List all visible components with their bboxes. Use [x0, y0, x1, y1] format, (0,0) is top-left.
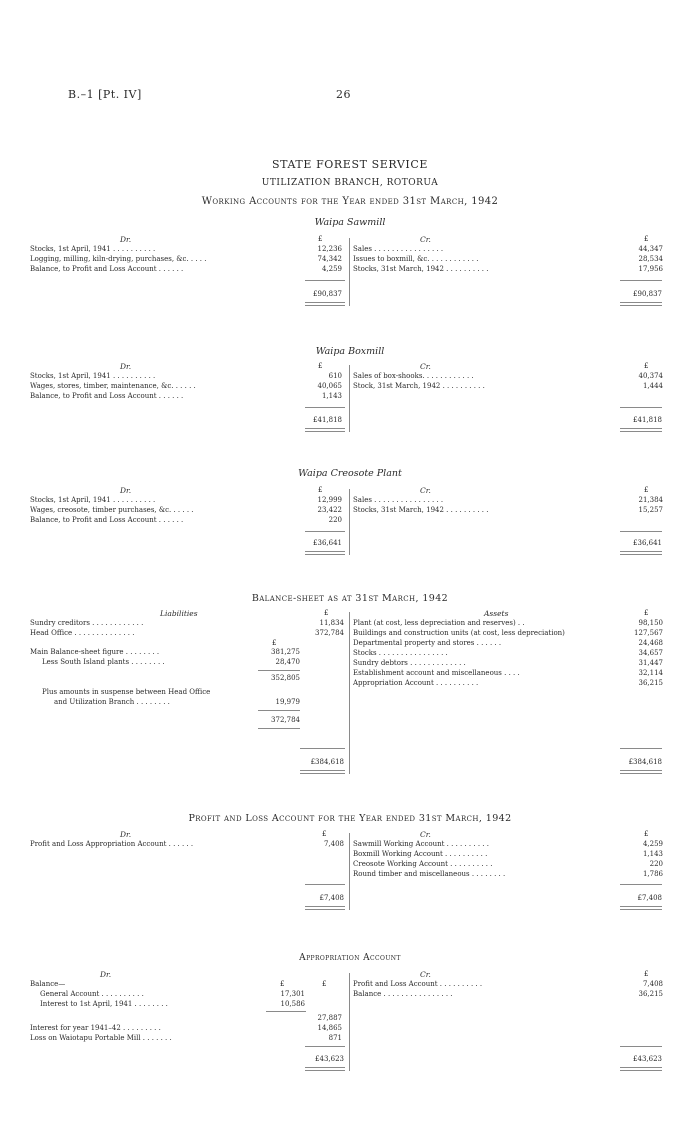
- pound-sign: £: [324, 609, 329, 617]
- cr-label: Cr.: [420, 486, 431, 495]
- boxmill-cr-row: Sales of box-shooks. . . . . . . . . . . . 40,374: [353, 372, 663, 380]
- profit-loss-cr-row: Boxmill Working Account . . . . . . . . . . 1,143: [353, 850, 663, 858]
- pound-sign: £: [280, 980, 285, 988]
- boxmill-dr-row: Stocks, 1st April, 1941 . . . . . . . . . . 610: [30, 372, 342, 380]
- profit-loss-cr-total: £7,408: [637, 894, 662, 902]
- asset-row: Buildings and construction units (at cost, less depreciation) 127,567: [353, 629, 663, 637]
- appropriation-title: Appropriation Account: [299, 953, 401, 963]
- cr-label: Cr.: [420, 970, 431, 979]
- appropriation-cr-total: £43,623: [633, 1055, 662, 1063]
- pound-sign: £: [644, 830, 649, 838]
- liability-subtotal-2: 372,784: [271, 716, 300, 724]
- pound-sign: £: [322, 980, 327, 988]
- boxmill-dr-total: £41,818: [313, 416, 342, 424]
- creosote-title: Waipa Creosote Plant: [298, 468, 402, 479]
- profit-loss-cr-row: Creosote Working Account . . . . . . . . . . 220: [353, 860, 663, 868]
- appropriation-cr-row: Balance . . . . . . . . . . . . . . . . 36,215: [353, 990, 663, 998]
- profit-loss-dr-total: £7,408: [319, 894, 344, 902]
- boxmill-cr-total: £41,818: [633, 416, 662, 424]
- appropriation-dr-row: General Account . . . . . . . . . . 17,301: [40, 990, 305, 998]
- sawmill-dr-row: Balance, to Profit and Loss Account . . . . . . 4,259: [30, 265, 342, 273]
- assets-total: £384,618: [628, 758, 662, 766]
- profit-loss-cr-row: Round timber and miscellaneous . . . . . . . . 1,786: [353, 870, 663, 878]
- pound-sign: £: [644, 235, 649, 243]
- liability-row: Main Balance-sheet figure . . . . . . . . 381,275: [30, 648, 300, 656]
- dr-label: Dr.: [120, 235, 132, 244]
- boxmill-cr-row: Stock, 31st March, 1942 . . . . . . . . . . 1,444: [353, 382, 663, 390]
- liability-row: Head Office . . . . . . . . . . . . . . 372,784: [30, 629, 344, 637]
- boxmill-dr-row: Balance, to Profit and Loss Account . . . . . . 1,143: [30, 392, 342, 400]
- pound-sign: £: [644, 609, 649, 617]
- appropriation-cr-row: Profit and Loss Account . . . . . . . . . . 7,408: [353, 980, 663, 988]
- assets-label: Assets: [484, 609, 509, 618]
- liabilities-label: Liabilities: [160, 609, 198, 618]
- cr-label: Cr.: [420, 362, 431, 371]
- liability-row: Plus amounts in suspense between Head Office: [42, 688, 211, 696]
- service-title: STATE FOREST SERVICE: [272, 158, 428, 171]
- liabilities-total: £384,618: [310, 758, 344, 766]
- sawmill-dr-row: Stocks, 1st April, 1941 . . . . . . . . . . 12,236: [30, 245, 342, 253]
- branch-title: UTILIZATION BRANCH, ROTORUA: [261, 178, 439, 188]
- sawmill-dr-total: £90,837: [313, 290, 342, 298]
- profit-loss-cr-row: Sawmill Working Account . . . . . . . . . . 4,259: [353, 840, 663, 848]
- pound-sign: £: [644, 362, 649, 370]
- creosote-cr-row: Sales . . . . . . . . . . . . . . . . 21,384: [353, 496, 663, 504]
- appropriation-dr-row: Balance—: [30, 980, 66, 988]
- appropriation-dr-row: Interest for year 1941–42 . . . . . . . . . 14,865: [30, 1024, 342, 1032]
- sawmill-dr-row: Logging, milling, kiln-drying, purchases, &c. . . . . 74,342: [30, 255, 342, 263]
- liability-row: Sundry creditors . . . . . . . . . . . . 11,834: [30, 619, 344, 627]
- cr-label: Cr.: [420, 830, 431, 839]
- sawmill-cr-row: Issues to boxmill, &c. . . . . . . . . . . . 28,534: [353, 255, 663, 263]
- creosote-dr-row: Balance, to Profit and Loss Account . . . . . . 220: [30, 516, 342, 524]
- sawmill-cr-row: Sales . . . . . . . . . . . . . . . . 44,347: [353, 245, 663, 253]
- asset-row: Plant (at cost, less depreciation and reserves) . . 98,150: [353, 619, 663, 627]
- creosote-dr-row: Stocks, 1st April, 1941 . . . . . . . . . . 12,999: [30, 496, 342, 504]
- report-reference: B.–1 [Pt. IV]: [68, 88, 142, 101]
- dr-label: Dr.: [120, 362, 132, 371]
- dr-label: Dr.: [120, 830, 132, 839]
- asset-row: Appropriation Account . . . . . . . . . . 36,215: [353, 679, 663, 687]
- liability-row: and Utilization Branch . . . . . . . . 19,979: [54, 698, 300, 706]
- creosote-cr-row: Stocks, 31st March, 1942 . . . . . . . . . . 15,257: [353, 506, 663, 514]
- creosote-dr-row: Wages, creosote, timber purchases, &c. . . . . . 23,422: [30, 506, 342, 514]
- period-title: Working Accounts for the Year ended 31st March, 1942: [201, 196, 499, 207]
- asset-row: Stocks . . . . . . . . . . . . . . . . 34,657: [353, 649, 663, 657]
- pound-sign: £: [318, 235, 323, 243]
- liability-row: Less South Island plants . . . . . . . . 28,470: [42, 658, 300, 666]
- cr-label: Cr.: [420, 235, 431, 244]
- pound-sign: £: [272, 639, 277, 647]
- pound-sign: £: [318, 362, 323, 370]
- pound-sign: £: [644, 970, 649, 978]
- appropriation-dr-row: Interest to 1st April, 1941 . . . . . . . . 10,586: [40, 1000, 305, 1008]
- boxmill-dr-row: Wages, stores, timber, maintenance, &c. . . . . . 40,065: [30, 382, 342, 390]
- appropriation-dr-row: Loss on Waiotapu Portable Mill . . . . . . . 871: [30, 1034, 342, 1042]
- dr-label: Dr.: [100, 970, 112, 979]
- boxmill-title: Waipa Boxmill: [315, 346, 385, 357]
- pound-sign: £: [644, 486, 649, 494]
- profit-loss-title: Profit and Loss Account for the Year ended 31st March, 1942: [188, 813, 512, 824]
- profit-loss-dr-row: Profit and Loss Appropriation Account . . . . . . 7,408: [30, 840, 344, 848]
- asset-row: Departmental property and stores . . . . . . 24,468: [353, 639, 663, 647]
- pound-sign: £: [318, 486, 323, 494]
- creosote-cr-total: £36,641: [633, 539, 662, 547]
- page-number: 26: [336, 88, 351, 101]
- balance-sheet-title: Balance-sheet as at 31st March, 1942: [251, 593, 449, 604]
- appropriation-subtotal: 27,887: [317, 1014, 342, 1022]
- appropriation-dr-total: £43,623: [315, 1055, 344, 1063]
- asset-row: Establishment account and miscellaneous . . . . 32,114: [353, 669, 663, 677]
- pound-sign: £: [322, 830, 327, 838]
- asset-row: Sundry debtors . . . . . . . . . . . . . 31,447: [353, 659, 663, 667]
- creosote-dr-total: £36,641: [313, 539, 342, 547]
- liability-subtotal: 352,805: [271, 674, 300, 682]
- sawmill-cr-row: Stocks, 31st March, 1942 . . . . . . . . . . 17,956: [353, 265, 663, 273]
- sawmill-cr-total: £90,837: [633, 290, 662, 298]
- sawmill-title: Waipa Sawmill: [314, 217, 386, 228]
- dr-label: Dr.: [120, 486, 132, 495]
